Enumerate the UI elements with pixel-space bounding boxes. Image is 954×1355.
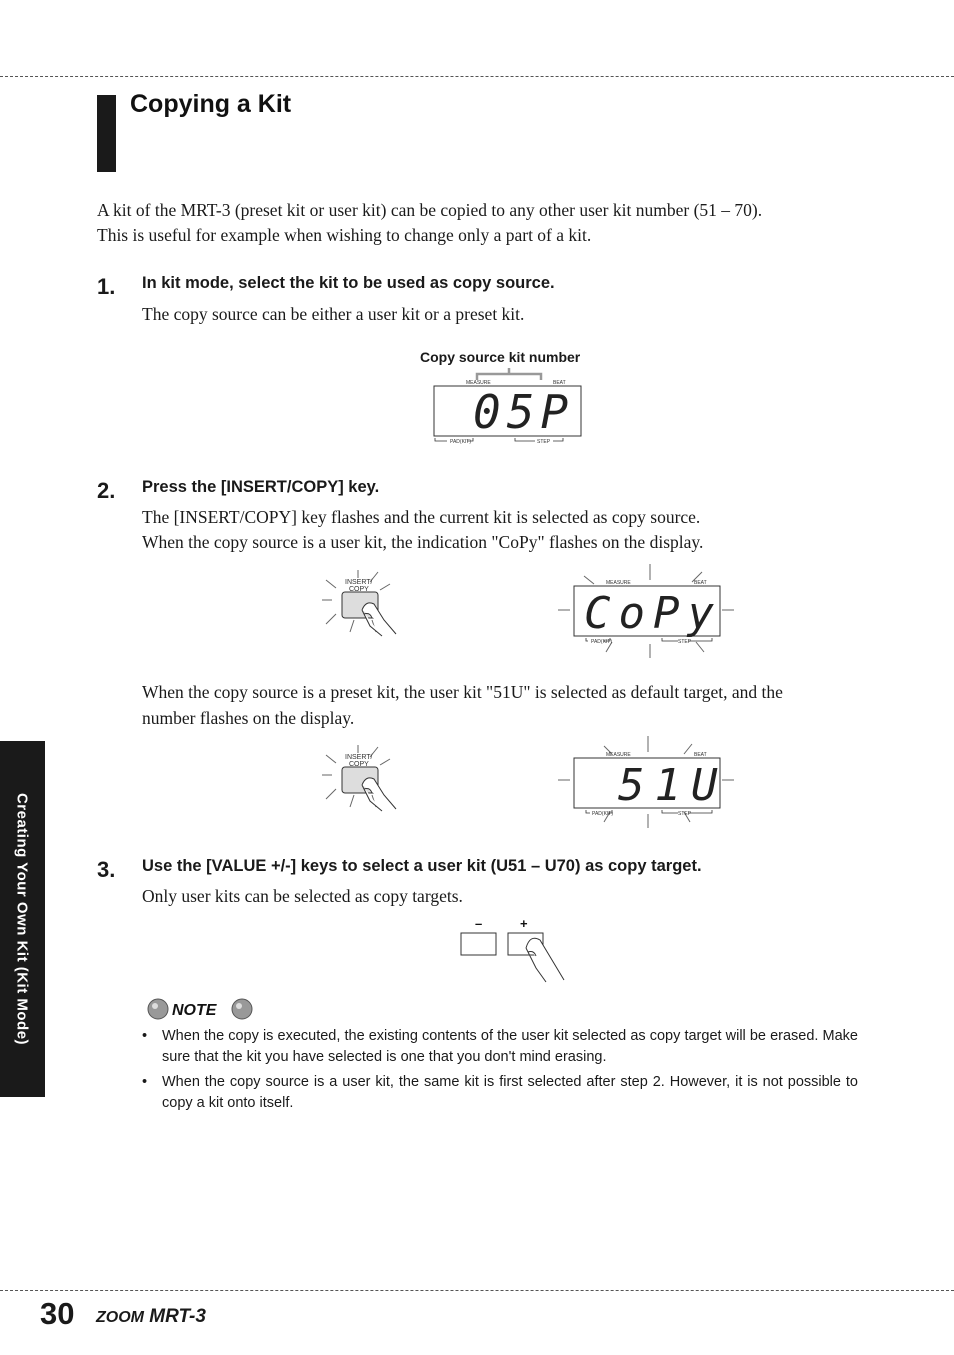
footer-model: MRT-3 <box>149 1306 206 1327</box>
lcd-measure-label: MEASURE <box>606 580 631 586</box>
step-2-body-line-2: When the copy source is a user kit, the indication "CoPy" flashes on the display. <box>142 532 704 552</box>
lcd-step-label: STEP <box>678 639 692 645</box>
insert-copy-key-figure <box>322 570 402 635</box>
minus-key-label: – <box>475 916 483 931</box>
figure-caption: Copy source kit number <box>420 349 581 365</box>
lcd-beat-label: BEAT <box>553 380 566 386</box>
insert-key-label-2: COPY <box>349 761 369 768</box>
step-2-body-line-1: The [INSERT/COPY] key flashes and the current kit is selected as copy source. <box>142 507 701 527</box>
lcd-step-label: STEP <box>537 439 551 445</box>
intro-line-1: A kit of the MRT-3 (preset kit or user kit) can be copied to any other user kit number (51 – 70). <box>97 200 763 220</box>
note-item-2 <box>142 1072 858 1114</box>
step-2-number: 2. <box>97 478 116 503</box>
lcd-step-label: STEP <box>678 811 692 817</box>
step-2-body2-line-2: number flashes on the display. <box>142 708 355 728</box>
step-3-body: Only user kits can be selected as copy targets. <box>142 886 463 906</box>
note-text-2: When the copy source is a user kit, the same kit is first selected after step 2. However, it is not possible to copy a kit onto itself. <box>162 1074 858 1111</box>
side-tab-label: Creating Your Own Kit (Kit Mode) <box>13 792 31 1046</box>
value-keys-figure <box>460 914 570 986</box>
note-text-1: When the copy is executed, the existing contents of the user kit selected as copy target will be erased. Make sure that the kit you have selected is one that you don't mind erasing. <box>162 1028 858 1065</box>
title-bar <box>97 95 116 172</box>
value-minus-key <box>461 933 496 955</box>
insert-key-label-1: INSERT/ <box>345 754 373 761</box>
lcd-measure-label: MEASURE <box>466 380 491 386</box>
lcd-measure-label: MEASURE <box>606 752 631 758</box>
step-2-heading: Press the [INSERT/COPY] key. <box>142 478 380 496</box>
lcd-beat-label: BEAT <box>694 580 707 586</box>
lcd-pad-label: PAD(KIT) <box>450 439 472 445</box>
note-header <box>146 997 258 1021</box>
step-3-heading: Use the [VALUE +/-] keys to select a user kit (U51 – U70) as copy target. <box>142 857 702 875</box>
top-divider <box>0 76 954 77</box>
step-2-body2-line-1: When the copy source is a preset kit, the user kit "51U" is selected as default target, and the <box>142 682 783 702</box>
step-3-number: 3. <box>97 857 116 882</box>
lcd-display-51u <box>572 740 732 832</box>
intro-line-2: This is useful for example when wishing to change only a part of a kit. <box>97 225 592 245</box>
lcd-beat-label: BEAT <box>694 752 707 758</box>
footer-brand-name: ZOOM <box>96 1309 144 1326</box>
bottom-divider <box>0 1290 954 1291</box>
plus-key-label: + <box>520 916 528 931</box>
note-item-1 <box>142 1026 858 1068</box>
note-bullet: • <box>142 1074 148 1090</box>
step-1-body: The copy source can be either a user kit or a preset kit. <box>142 304 525 324</box>
insert-copy-key-figure <box>322 745 402 810</box>
lcd-digits: 51U <box>618 760 728 811</box>
page-number: 30 <box>40 1296 75 1331</box>
step-1-number: 1. <box>97 274 116 299</box>
lcd-pad-label: PAD(KIT) <box>591 639 613 645</box>
page-title: Copying a Kit <box>130 90 292 118</box>
lcd-display-copy <box>572 566 732 658</box>
lcd-display-source <box>433 368 583 446</box>
footer-brand <box>96 1306 206 1328</box>
insert-key-label-2: COPY <box>349 586 369 593</box>
note-bullet: • <box>142 1028 148 1044</box>
insert-key-label-1: INSERT/ <box>345 579 373 586</box>
lcd-pad-label: PAD(KIT) <box>592 811 614 817</box>
lcd-digits: CoPy <box>584 588 722 639</box>
lcd-digits: 05P <box>473 385 575 439</box>
step-1-heading: In kit mode, select the kit to be used as copy source. <box>142 274 555 292</box>
note-label: NOTE <box>172 1002 217 1019</box>
